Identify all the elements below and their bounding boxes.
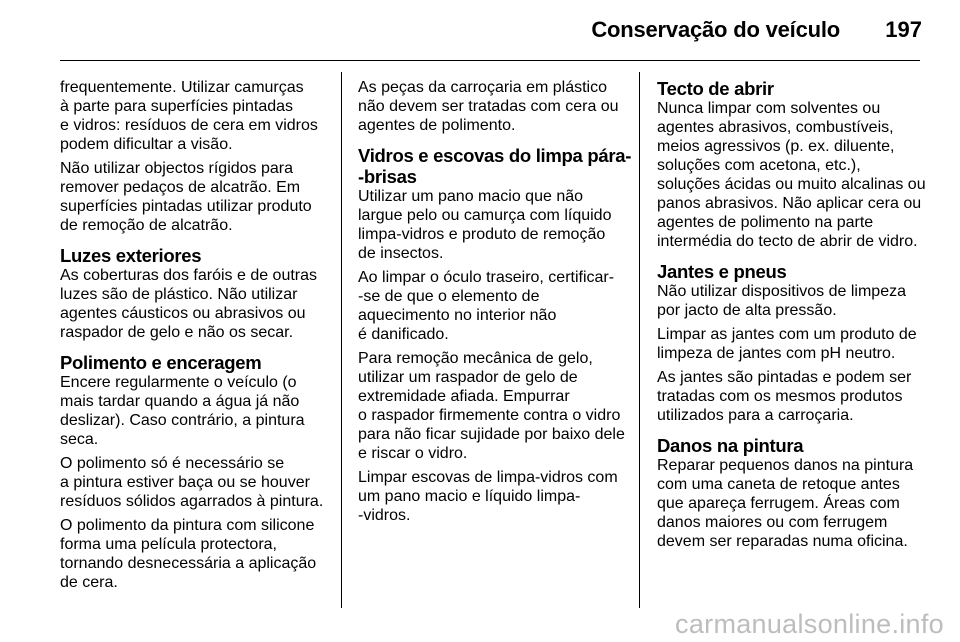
text-column-1 xyxy=(60,78,332,597)
text-line: tratadas com os mesmos produtos xyxy=(657,388,903,405)
text-line: Não utilizar dispositivos de limpeza xyxy=(657,283,906,300)
text-line: utilizar um raspador de gelo de xyxy=(358,369,578,386)
text-line: Jantes e pneus xyxy=(657,261,787,282)
section-heading xyxy=(657,78,929,99)
text-line: limpeza de jantes com pH neutro. xyxy=(657,345,896,362)
text-line: As peças da carroçaria em plástico xyxy=(358,79,607,96)
paragraph xyxy=(358,349,630,463)
text-line: podem dificultar a visão. xyxy=(60,136,233,153)
text-line: luzes são de plástico. Não utilizar xyxy=(60,286,298,303)
text-line: a pintura estiver baça ou se houver xyxy=(60,474,310,491)
text-line: e vidros: resíduos de cera em vidros xyxy=(60,117,318,134)
text-column-3 xyxy=(657,78,929,556)
text-line: Danos na pintura xyxy=(657,435,804,456)
paragraph xyxy=(60,516,332,592)
watermark: carmanualsonline.info xyxy=(675,609,944,639)
text-line: por jacto de alta pressão. xyxy=(657,302,837,319)
paragraph xyxy=(358,78,630,135)
text-line: O polimento só é necessário se xyxy=(60,455,285,472)
text-line: Não utilizar objectos rígidos para xyxy=(60,160,294,177)
text-line: de insectos. xyxy=(358,245,444,262)
paragraph xyxy=(60,159,332,235)
text-line: agentes de polimento. xyxy=(358,117,516,134)
text-line: -se de que o elemento de xyxy=(358,288,540,305)
text-line: largue pelo ou camurça com líquido xyxy=(358,207,612,224)
text-line: limpa-vidros e produto de remoção xyxy=(358,226,606,243)
text-line: agentes de polimento na parte xyxy=(657,214,874,231)
text-line: o raspador firmemente contra o vidro xyxy=(358,407,621,424)
section-heading xyxy=(60,352,332,373)
text-line: As coberturas dos faróis e de outras xyxy=(60,267,318,284)
paragraph xyxy=(657,282,929,320)
text-line: de remoção de alcatrão. xyxy=(60,217,233,234)
paragraph xyxy=(60,78,332,154)
text-line: Para remoção mecânica de gelo, xyxy=(358,350,593,367)
text-line: tornando desnecessária a aplicação xyxy=(60,555,317,572)
text-column-2 xyxy=(358,78,630,530)
paragraph xyxy=(60,373,332,449)
text-line: remover pedaços de alcatrão. Em xyxy=(60,179,301,196)
text-line: forma uma película protectora, xyxy=(60,536,277,553)
text-line: Encere regularmente o veículo (o xyxy=(60,374,297,391)
paragraph xyxy=(60,454,332,511)
text-line: As jantes são pintadas e podem ser xyxy=(657,369,912,386)
text-line: Ao limpar o óculo traseiro, certificar- xyxy=(358,269,615,286)
section-heading xyxy=(60,245,332,266)
text-line: Vidros e escovas do limpa pára- xyxy=(358,145,632,166)
page-number: 197 xyxy=(885,17,922,42)
text-line: Luzes exteriores xyxy=(60,245,202,266)
text-line: Polimento e enceragem xyxy=(60,352,262,373)
text-line: e riscar o vidro. xyxy=(358,445,468,462)
text-line: raspador de gelo e não os secar. xyxy=(60,324,294,341)
text-line: à parte para superfícies pintadas xyxy=(60,98,294,115)
text-line: danos maiores ou com ferrugem xyxy=(657,514,888,531)
text-line: meios agressivos (p. ex. diluente, xyxy=(657,138,895,155)
paragraph xyxy=(657,325,929,363)
paragraph xyxy=(358,468,630,525)
text-line: Utilizar um pano macio que não xyxy=(358,188,584,205)
text-line: soluções com acetona, etc.), xyxy=(657,157,861,174)
paragraph xyxy=(657,456,929,551)
text-line: que apareça ferrugem. Áreas com xyxy=(657,495,900,512)
text-line: superfícies pintadas utilizar produto xyxy=(60,198,312,215)
paragraph xyxy=(60,266,332,342)
section-heading xyxy=(657,261,929,282)
text-line: seca. xyxy=(60,431,99,448)
text-line: com uma caneta de retoque antes xyxy=(657,476,900,493)
text-line: -brisas xyxy=(358,166,417,187)
text-line: não devem ser tratadas com cera ou xyxy=(358,98,619,115)
page-header xyxy=(0,0,960,60)
text-line: aquecimento no interior não xyxy=(358,307,557,324)
text-line: Limpar escovas de limpa-vidros com xyxy=(358,469,618,486)
text-line: panos abrasivos. Não aplicar cera ou xyxy=(657,195,922,212)
text-line: -vidros. xyxy=(358,507,411,524)
text-line: mais tardar quando a água já não xyxy=(60,393,300,410)
section-heading xyxy=(657,435,929,456)
text-line: extremidade afiada. Empurrar xyxy=(358,388,570,405)
text-line: é danificado. xyxy=(358,326,449,343)
section-heading xyxy=(358,145,630,187)
text-line: agentes abrasivos, combustíveis, xyxy=(657,119,894,136)
text-line: intermédia do tecto de abrir de vidro. xyxy=(657,233,918,250)
text-line: frequentemente. Utilizar camurças xyxy=(60,79,304,96)
header-rule xyxy=(60,60,920,61)
text-line: um pano macio e líquido limpa- xyxy=(358,488,581,505)
column-divider-1 xyxy=(341,72,342,608)
text-line: Nunca limpar com solventes ou xyxy=(657,100,881,117)
text-line: O polimento da pintura com silicone xyxy=(60,517,315,534)
paragraph xyxy=(657,368,929,425)
text-line: Tecto de abrir xyxy=(657,78,774,99)
text-line: utilizados para a carroçaria. xyxy=(657,407,854,424)
text-line: para não ficar sujidade por baixo dele xyxy=(358,426,625,443)
text-line: soluções ácidas ou muito alcalinas ou xyxy=(657,176,926,193)
page-title: Conservação do veículo xyxy=(591,17,840,42)
text-line: Limpar as jantes com um produto de xyxy=(657,326,917,343)
column-divider-2 xyxy=(639,72,640,608)
text-line: agentes cáusticos ou abrasivos ou xyxy=(60,305,306,322)
text-line: de cera. xyxy=(60,574,118,591)
text-line: devem ser reparadas numa oficina. xyxy=(657,533,908,550)
paragraph xyxy=(358,268,630,344)
paragraph xyxy=(358,187,630,263)
text-line: Reparar pequenos danos na pintura xyxy=(657,457,914,474)
paragraph xyxy=(657,99,929,251)
text-line: deslizar). Caso contrário, a pintura xyxy=(60,412,305,429)
text-line: resíduos sólidos agarrados à pintura. xyxy=(60,493,324,510)
